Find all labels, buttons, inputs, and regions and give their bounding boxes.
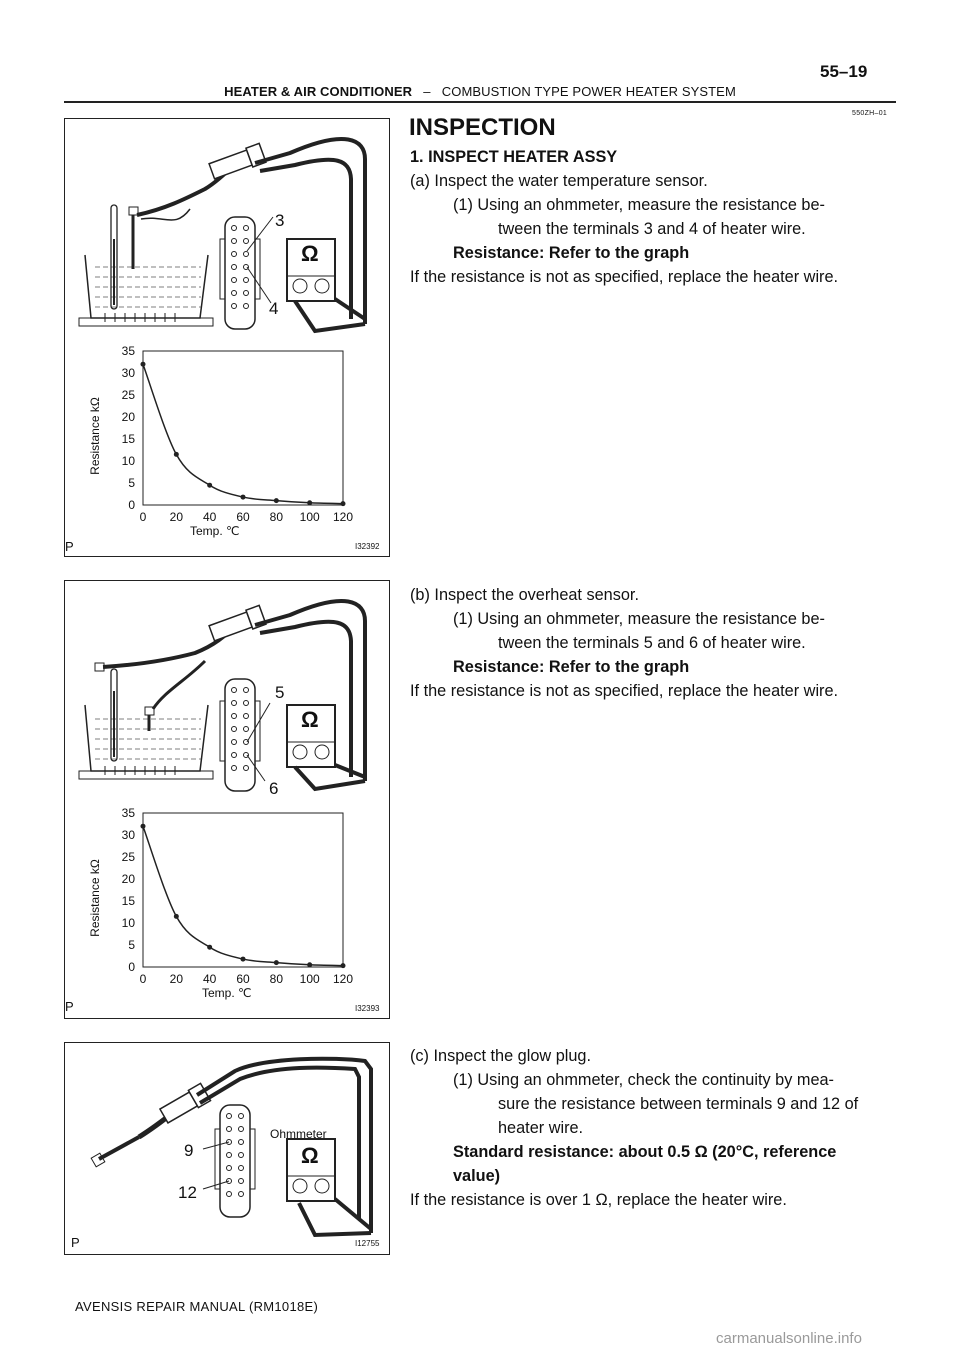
y-tick-label: 35 (121, 344, 135, 358)
step-b-1-line2: tween the terminals 5 and 6 of heater wire. (498, 634, 806, 652)
y-tick-label: 30 (121, 828, 135, 842)
x-tick-label: 20 (169, 972, 184, 986)
x-tick-label: 40 (202, 972, 217, 986)
step-c-note: If the resistance is over 1 Ω, replace the heater wire. (410, 1191, 787, 1209)
terminal-label-5: 5 (275, 683, 285, 702)
terminal-label-12: 12 (178, 1183, 197, 1202)
data-point (207, 483, 212, 488)
step-c-title: (c) Inspect the glow plug. (410, 1047, 591, 1065)
figure-id-1: I32392 (355, 542, 380, 551)
x-tick-label: 100 (299, 510, 320, 524)
resistance-chart-1 (65, 119, 389, 556)
data-point (307, 500, 312, 505)
data-point (274, 960, 279, 965)
chart-1-ylabel: Resistance kΩ (88, 397, 102, 475)
figure-id-3: I12755 (355, 1239, 380, 1248)
resistance-chart-2 (65, 581, 389, 1018)
x-tick-label: 80 (269, 972, 284, 986)
step-c-1-line1: (1) Using an ohmmeter, check the continuity by mea- (453, 1071, 834, 1089)
step-c-spec-line1: Standard resistance: about 0.5 Ω (20°C, reference (453, 1143, 837, 1161)
chart-2-xlabel: Temp. ℃ (202, 986, 252, 1000)
x-tick-label: 120 (332, 972, 354, 986)
data-point (341, 963, 346, 968)
data-point (241, 495, 246, 500)
p-mark-3: P (71, 1235, 80, 1250)
step-b-title: (b) Inspect the overheat sensor. (410, 586, 639, 604)
y-tick-label: 10 (121, 454, 135, 468)
terminal-label-4: 4 (269, 299, 279, 318)
x-tick-label: 40 (202, 510, 217, 524)
figure-panel-2 (64, 580, 390, 1019)
data-point (141, 362, 146, 367)
terminal-label-6: 6 (269, 779, 279, 798)
step-b-spec: Resistance: Refer to the graph (453, 658, 690, 676)
ohm-symbol: Ω (301, 1143, 319, 1168)
step-c-spec-line2: value) (453, 1167, 501, 1185)
y-tick-label: 5 (128, 938, 135, 952)
data-point (274, 498, 279, 503)
y-tick-label: 15 (121, 894, 135, 908)
watermark: carmanualsonline.info (716, 1330, 862, 1347)
series-line (143, 364, 343, 503)
plot-frame (143, 813, 343, 967)
y-tick-label: 0 (128, 960, 135, 974)
y-tick-label: 25 (121, 850, 135, 864)
data-point (207, 945, 212, 950)
data-point (141, 824, 146, 829)
data-point (307, 962, 312, 967)
y-tick-label: 20 (121, 410, 135, 424)
figure-panel-1 (64, 118, 390, 557)
figure-panel-3 (64, 1042, 390, 1255)
header-separator: – (423, 84, 431, 99)
data-point (241, 957, 246, 962)
data-point (174, 452, 179, 457)
step-a-title: (a) Inspect the water temperature sensor. (410, 172, 708, 190)
y-tick-label: 30 (121, 366, 135, 380)
step-a-spec: Resistance: Refer to the graph (453, 244, 690, 262)
y-tick-label: 15 (121, 432, 135, 446)
x-tick-label: 60 (236, 972, 250, 986)
x-tick-label: 0 (139, 972, 147, 986)
glow-plug-illustration (65, 1043, 389, 1254)
header-rule (64, 101, 896, 103)
terminal-label-3: 3 (275, 211, 285, 230)
step-b-1-line1: (1) Using an ohmmeter, measure the resistance be- (453, 610, 825, 628)
ohm-symbol: Ω (301, 707, 319, 732)
data-point (341, 501, 346, 506)
x-tick-label: 0 (139, 510, 147, 524)
page-number: 55–19 (820, 62, 868, 81)
y-tick-label: 25 (121, 388, 135, 402)
header-section: HEATER & AIR CONDITIONER (224, 84, 413, 99)
data-point (174, 914, 179, 919)
step-c-1-line3: heater wire. (498, 1119, 584, 1137)
series-line (143, 826, 343, 965)
y-tick-label: 5 (128, 476, 135, 490)
x-tick-label: 60 (236, 510, 250, 524)
y-tick-label: 0 (128, 498, 135, 512)
p-mark-2: P (65, 999, 74, 1014)
terminal-label-9: 9 (184, 1141, 194, 1160)
y-tick-label: 35 (121, 806, 135, 820)
chart-2-ylabel: Resistance kΩ (88, 859, 102, 937)
step-a-1-line1: (1) Using an ohmmeter, measure the resistance be- (453, 196, 825, 214)
ohm-symbol: Ω (301, 241, 319, 266)
x-tick-label: 120 (332, 510, 354, 524)
y-tick-label: 10 (121, 916, 135, 930)
plot-frame (143, 351, 343, 505)
step-1-heading: 1. INSPECT HEATER ASSY (410, 148, 618, 166)
step-c-1-line2: sure the resistance between terminals 9 and 12 of (498, 1095, 859, 1113)
p-mark-1: P (65, 539, 74, 554)
section-title: INSPECTION (409, 114, 556, 141)
chart-1-xlabel: Temp. ℃ (190, 524, 240, 538)
page-header (64, 84, 896, 99)
x-tick-label: 100 (299, 972, 320, 986)
y-tick-label: 20 (121, 872, 135, 886)
x-tick-label: 20 (169, 510, 184, 524)
manual-footer: AVENSIS REPAIR MANUAL (RM1018E) (75, 1299, 319, 1314)
ohmmeter-label: Ohmmeter (270, 1127, 327, 1141)
document-id: 550ZH–01 (852, 110, 888, 117)
step-a-note: If the resistance is not as specified, replace the heater wire. (410, 268, 839, 286)
step-b-note: If the resistance is not as specified, replace the heater wire. (410, 682, 839, 700)
step-a-1-line2: tween the terminals 3 and 4 of heater wire. (498, 220, 806, 238)
figure-id-2: I32393 (355, 1004, 380, 1013)
x-tick-label: 80 (269, 510, 284, 524)
header-subsection: COMBUSTION TYPE POWER HEATER SYSTEM (441, 84, 736, 99)
